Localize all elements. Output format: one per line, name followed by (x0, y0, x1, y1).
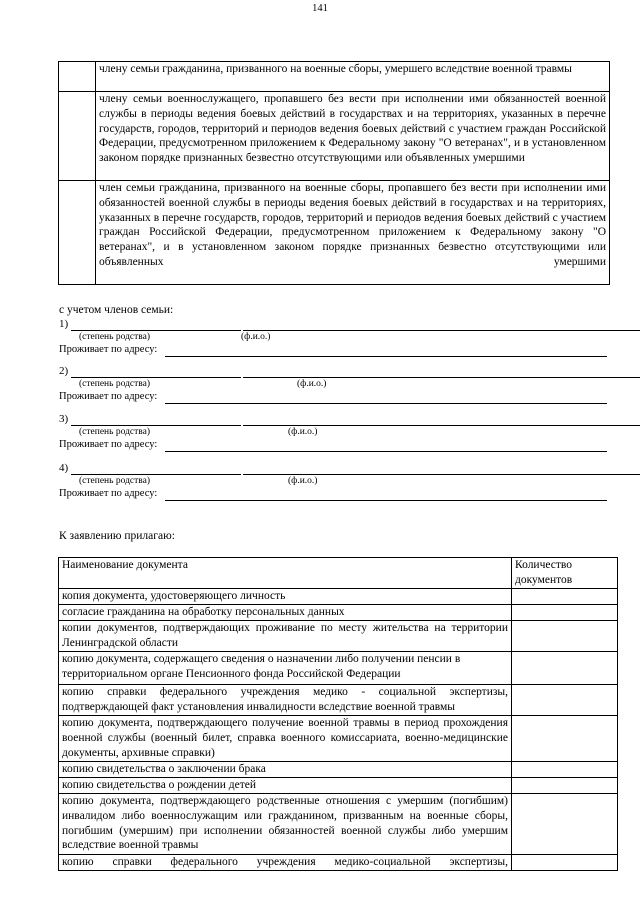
document-name-cell: согласие гражданина на обработку персональных данных (59, 605, 512, 621)
address-label: Проживает по адресу: (59, 344, 158, 355)
category-row-text: члену семьи гражданина, призванного на военные сборы, умершего вследствие военной травмы (96, 62, 610, 92)
category-row (59, 92, 610, 181)
full-name-input-line[interactable] (243, 425, 640, 426)
document-count-cell[interactable] (512, 685, 618, 716)
address-input-line[interactable] (165, 356, 607, 357)
document-count-cell[interactable] (512, 794, 618, 855)
relation-input-line[interactable] (71, 330, 241, 331)
category-row (59, 62, 610, 92)
table-row (59, 716, 618, 762)
category-row-text: член семьи гражданина, призванного на военные сборы, пропавшего без вести при исполнении ими обязанностей военной службы в периоды ведения боевых действий в государствах и на территориях, указанных в перечне государств, городов, территорий и периодов ведения боевых действий с участием граждан Российской Федерации, предусмотренном приложением к Федеральному закону "О ветеранах", и в установленном законом порядке признанных безвестно отсутствующими или объявленных умершими (96, 181, 610, 285)
document-name-header: Наименование документа (59, 558, 512, 589)
document-name-cell: копию документа, содержащего сведения о назначении либо получении пенсии в территориальном органе Пенсионного фонда Российской Федерации (59, 652, 512, 685)
family-member-entry (59, 318, 609, 366)
full-name-caption: (ф.и.о.) (288, 476, 318, 486)
document-name-cell: копия документа, удостоверяющего личность (59, 589, 512, 605)
table-row (59, 589, 618, 605)
full-name-input-line[interactable] (243, 330, 640, 331)
category-row-text: члену семьи военнослужащего, пропавшего без вести при исполнении ими обязанностей военной службы в периоды ведения боевых действий в государствах и на территориях, указанных в перечне государств, городов, территорий и периодов ведения боевых действий с участием граждан Российской Федерации, предусмотренном приложением к Федеральному закону "О ветеранах", и в установленном законом порядке признанных безвестно отсутствующими или объявленных умершими (96, 92, 610, 181)
table-row (59, 762, 618, 778)
address-input-line[interactable] (165, 451, 607, 452)
document-name-cell: копию справки федерального учреждения медико-социальной экспертизы, (59, 855, 512, 871)
document-name-cell: копию справки федерального учреждения медико - социальной экспертизы, подтверждающей факт установления инвалидности вследствие военной травмы (59, 685, 512, 716)
document-name-cell: копию свидетельства о рождении детей (59, 778, 512, 794)
address-label: Проживает по адресу: (59, 488, 158, 499)
relation-caption: (степень родства) (79, 427, 151, 437)
category-row (59, 181, 610, 285)
table-row (59, 794, 618, 855)
table-row (59, 652, 618, 685)
family-member-number: 2) (59, 365, 69, 377)
relation-caption: (степень родства) (79, 332, 151, 342)
document-count-cell[interactable] (512, 778, 618, 794)
document-count-cell[interactable] (512, 621, 618, 652)
relation-input-line[interactable] (71, 425, 241, 426)
address-label: Проживает по адресу: (59, 391, 158, 402)
family-member-number: 4) (59, 462, 69, 474)
page-number: 141 (312, 3, 328, 14)
family-member-number: 3) (59, 413, 69, 425)
relation-caption: (степень родства) (79, 379, 151, 389)
table-row (59, 621, 618, 652)
family-member-number: 1) (59, 318, 69, 330)
family-members-heading: с учетом членов семьи: (59, 304, 174, 316)
relation-input-line[interactable] (71, 474, 241, 475)
relation-caption: (степень родства) (79, 476, 151, 486)
attached-documents-table (58, 557, 618, 871)
attachments-heading: К заявлению прилагаю: (59, 530, 175, 542)
full-name-input-line[interactable] (243, 377, 640, 378)
full-name-caption: (ф.и.о.) (241, 332, 271, 342)
table-row (59, 685, 618, 716)
document-count-cell[interactable] (512, 716, 618, 762)
document-name-cell: копию свидетельства о заключении брака (59, 762, 512, 778)
family-member-entry (59, 413, 609, 461)
address-input-line[interactable] (165, 500, 607, 501)
full-name-caption: (ф.и.о.) (297, 379, 327, 389)
document-count-cell[interactable] (512, 855, 618, 871)
document-count-cell[interactable] (512, 652, 618, 685)
relation-input-line[interactable] (71, 377, 241, 378)
document-name-cell: копию документа, подтверждающего получение военной травмы в период прохождения военной службы (военный билет, справка военного комиссариата, военно-медицинские документы, архивные справки) (59, 716, 512, 762)
table-header-row (59, 558, 618, 589)
family-member-entry (59, 365, 609, 413)
table-row (59, 855, 618, 871)
category-table (58, 61, 610, 285)
document-count-header: Количество документов (512, 558, 618, 589)
category-row-number-cell (59, 62, 96, 92)
document-name-cell: копии документов, подтверждающих проживание по месту жительства на территории Ленинградской области (59, 621, 512, 652)
table-row (59, 778, 618, 794)
family-member-entry (59, 462, 609, 510)
address-input-line[interactable] (165, 403, 607, 404)
category-row-number-cell (59, 181, 96, 285)
document-count-cell[interactable] (512, 589, 618, 605)
category-row-number-cell (59, 92, 96, 181)
document-name-cell: копию документа, подтверждающего родственные отношения с умершим (погибшим) инвалидом либо военнослужащим или гражданином, призванным на военные сборы, погибшим (умершим) при исполнении обязанностей военной службы либо умершим вследствие военной травмы (59, 794, 512, 855)
table-row (59, 605, 618, 621)
full-name-caption: (ф.и.о.) (288, 427, 318, 437)
full-name-input-line[interactable] (243, 474, 640, 475)
address-label: Проживает по адресу: (59, 439, 158, 450)
document-count-cell[interactable] (512, 762, 618, 778)
document-count-cell[interactable] (512, 605, 618, 621)
